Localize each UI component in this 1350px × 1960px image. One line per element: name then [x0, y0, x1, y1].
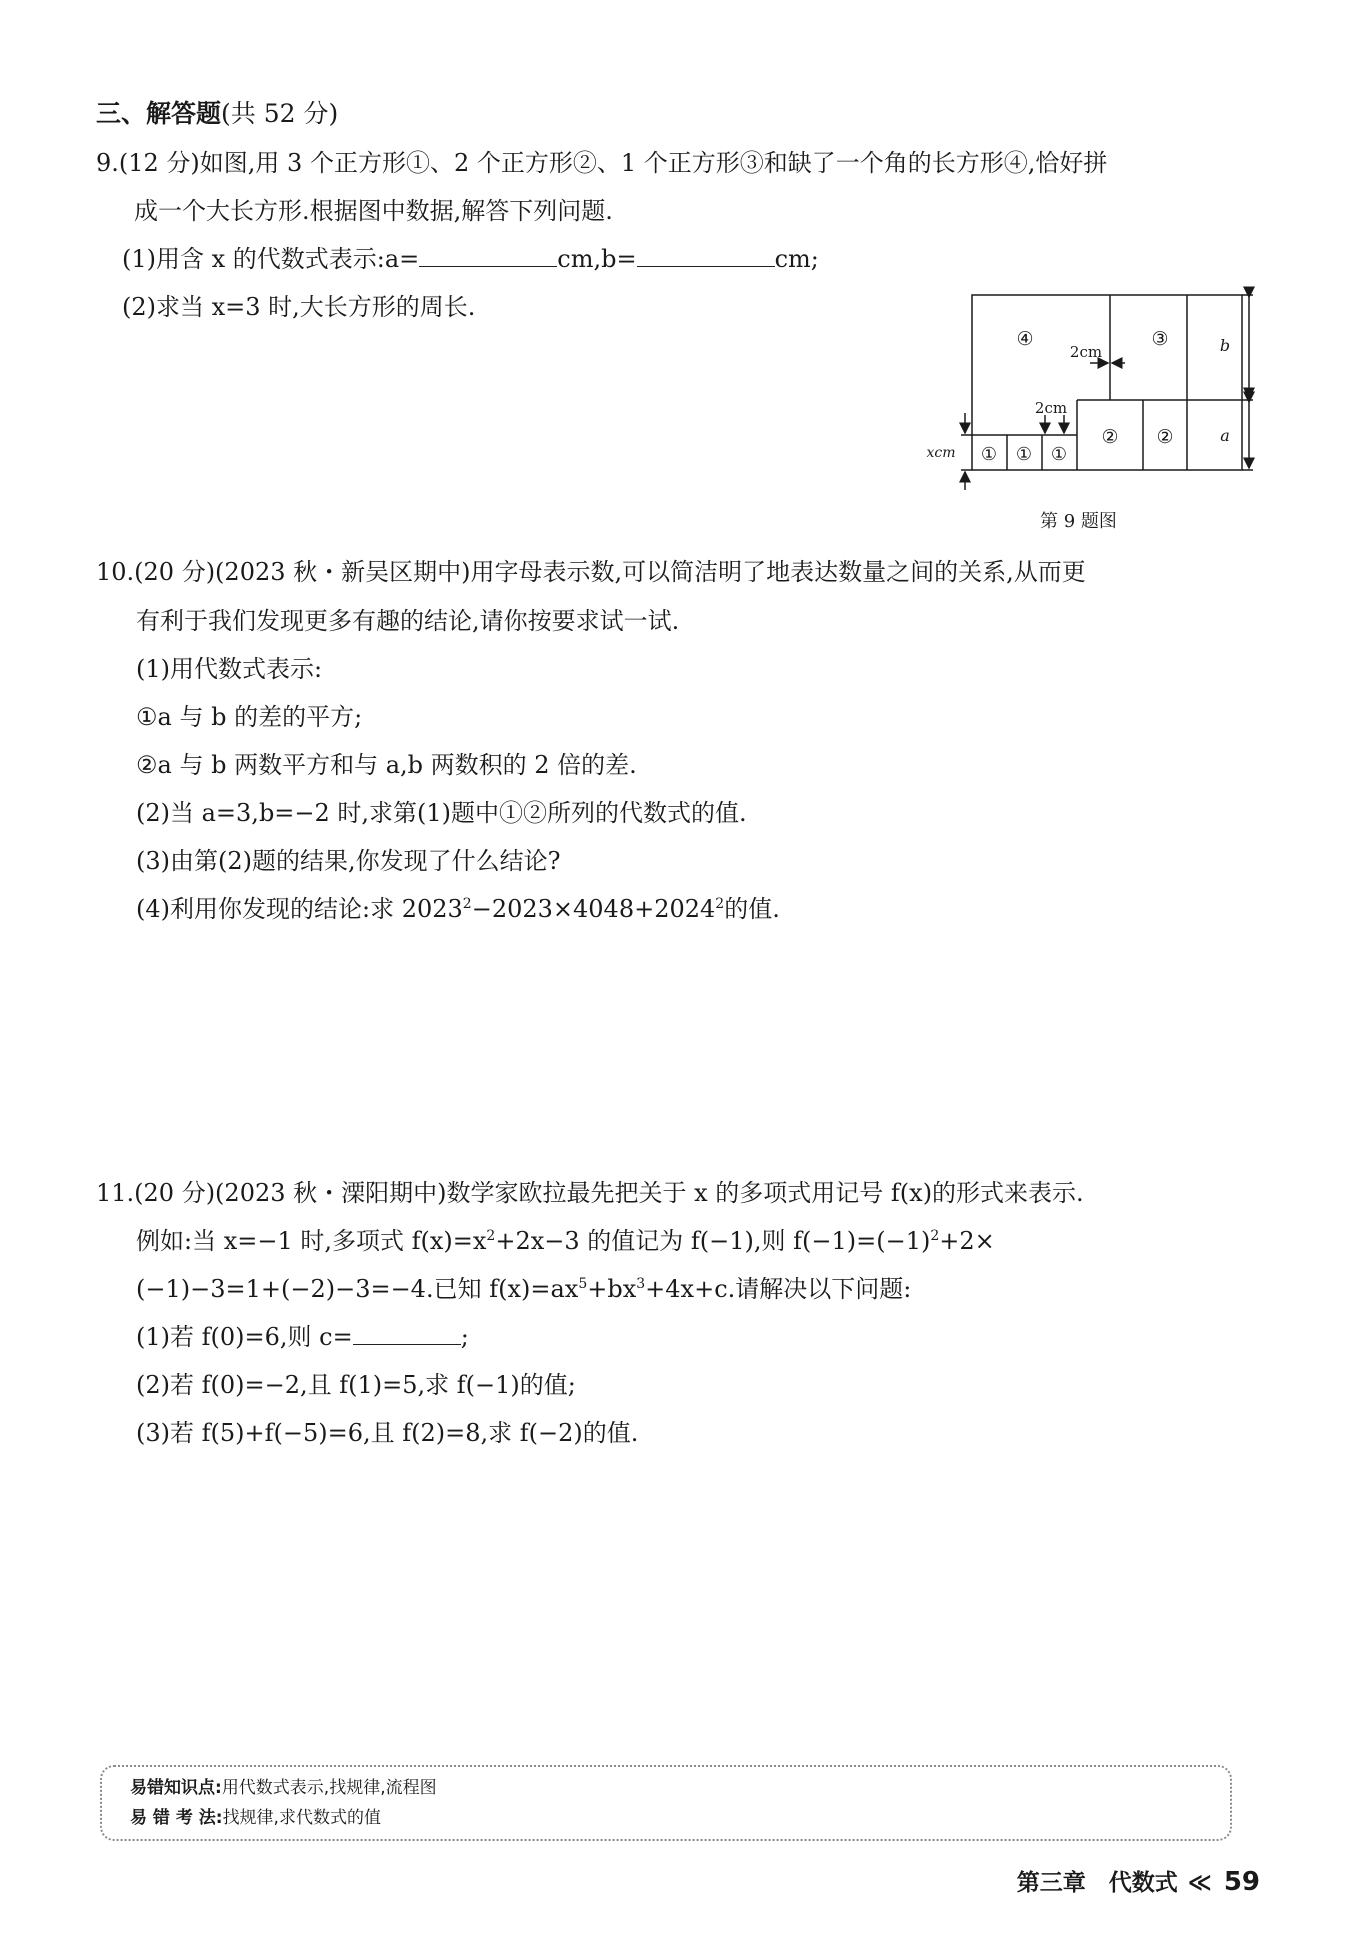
- page-number: 59: [1223, 1867, 1260, 1897]
- sup: 2: [715, 896, 725, 912]
- q11-line2-b: +2x−3 的值记为 f(−1),则 f(−1)=(−1): [495, 1227, 931, 1255]
- q9-figure: [925, 285, 1255, 500]
- dim-a: a: [1220, 426, 1230, 445]
- label-1b: ①: [1015, 444, 1033, 465]
- q10-part3: (3)由第(2)题的结果,你发现了什么结论?: [136, 847, 561, 875]
- q9-figure-svg: [925, 285, 1255, 500]
- q11-line1: 11.(20 分)(2023 秋・溧阳期中)数学家欧拉最先把关于 x 的多项式用记号 f(x)的形式来表示.: [96, 1179, 1084, 1207]
- q11-line2-a: 例如:当 x=−1 时,多项式 f(x)=x: [136, 1227, 487, 1255]
- q10-part1b: ②a 与 b 两数平方和与 a,b 两数积的 2 倍的差.: [136, 751, 637, 779]
- sup: 2: [930, 1228, 940, 1244]
- label-1c: ①: [1050, 444, 1068, 465]
- section-title: 三、解答题: [96, 99, 222, 128]
- q11-line2-c: +2×: [939, 1227, 995, 1255]
- q9-part1-mid: cm,b=: [557, 245, 637, 273]
- tip-knowledge: [130, 1777, 437, 1799]
- q9-part2: (2)求当 x=3 时,大长方形的周长.: [122, 293, 476, 321]
- q11-part1-suffix: ;: [460, 1323, 469, 1351]
- q10-part4: [136, 894, 780, 925]
- answer-blank-c[interactable]: [353, 1322, 461, 1345]
- label-3: ③: [1151, 328, 1169, 350]
- dim-xcm: xcm: [926, 445, 956, 461]
- section-score: (共 52 分): [221, 99, 339, 128]
- tip-method: [130, 1807, 381, 1829]
- q9-line1: 9.(12 分)如图,用 3 个正方形①、2 个正方形②、1 个正方形③和缺了一个角的长方形④,恰好拼: [96, 149, 1108, 177]
- tip-method-label: 易 错 考 法:: [130, 1808, 223, 1828]
- q11-line3: [136, 1274, 911, 1305]
- q10-line2: 有利于我们发现更多有趣的结论,请你按要求试一试.: [136, 607, 680, 635]
- tips-box: [100, 1765, 1232, 1841]
- q10-part4-a: (4)利用你发现的结论:求 2023: [136, 895, 463, 923]
- section-header: [96, 98, 338, 131]
- label-2b: ②: [1156, 426, 1174, 448]
- label-2a: ②: [1101, 426, 1119, 448]
- dim-2cm-upper: 2cm: [1069, 343, 1103, 361]
- q10-part2: (2)当 a=3,b=−2 时,求第(1)题中①②所列的代数式的值.: [136, 799, 747, 827]
- double-chevron-icon: ≪: [1187, 1870, 1212, 1896]
- label-1a: ①: [980, 444, 998, 465]
- tip-knowledge-label: 易错知识点:: [130, 1778, 222, 1798]
- dim-b: b: [1219, 336, 1231, 355]
- q9-part1-suffix: cm;: [774, 245, 819, 273]
- tip-method-text: 找规律,求代数式的值: [222, 1808, 381, 1828]
- q10-part4-b: −2023×4048+2024: [471, 895, 716, 923]
- chapter-footer: [1017, 1866, 1260, 1900]
- tip-knowledge-text: 用代数式表示,找规律,流程图: [221, 1778, 437, 1798]
- q10-part4-c: 的值.: [724, 895, 780, 923]
- label-4: ④: [1016, 328, 1034, 350]
- q11-line3-c: +4x+c.请解决以下问题:: [645, 1275, 912, 1303]
- q11-line2: [136, 1226, 995, 1257]
- q10-part1a: ①a 与 b 的差的平方;: [136, 703, 363, 731]
- q11-part1: [136, 1322, 469, 1353]
- chapter-label: 第三章 代数式: [1016, 1870, 1178, 1896]
- sup: 3: [636, 1276, 646, 1292]
- q9-part1: [122, 244, 819, 275]
- q9-part1-prefix: (1)用含 x 的代数式表示:a=: [122, 245, 420, 273]
- sup: 5: [578, 1276, 588, 1292]
- answer-blank-b[interactable]: [637, 244, 775, 267]
- q10-part1: (1)用代数式表示:: [136, 655, 323, 683]
- q11-line3-b: +bx: [587, 1275, 637, 1303]
- dim-2cm-middle: 2cm: [1034, 399, 1068, 417]
- q9-line2: 成一个大长方形.根据图中数据,解答下列问题.: [134, 197, 613, 225]
- sup: 2: [462, 896, 472, 912]
- q11-line3-a: (−1)−3=1+(−2)−3=−4.已知 f(x)=ax: [136, 1275, 579, 1303]
- q11-part2: (2)若 f(0)=−2,且 f(1)=5,求 f(−1)的值;: [136, 1371, 576, 1399]
- sup: 2: [486, 1228, 496, 1244]
- figure-caption: 第 9 题图: [1040, 511, 1117, 532]
- q11-part3: (3)若 f(5)+f(−5)=6,且 f(2)=8,求 f(−2)的值.: [136, 1419, 639, 1447]
- q10-line1: 10.(20 分)(2023 秋・新吴区期中)用字母表示数,可以简洁明了地表达数量之间的关系,从而更: [96, 558, 1086, 586]
- q11-part1-prefix: (1)若 f(0)=6,则 c=: [136, 1323, 353, 1351]
- answer-blank-a[interactable]: [419, 244, 557, 267]
